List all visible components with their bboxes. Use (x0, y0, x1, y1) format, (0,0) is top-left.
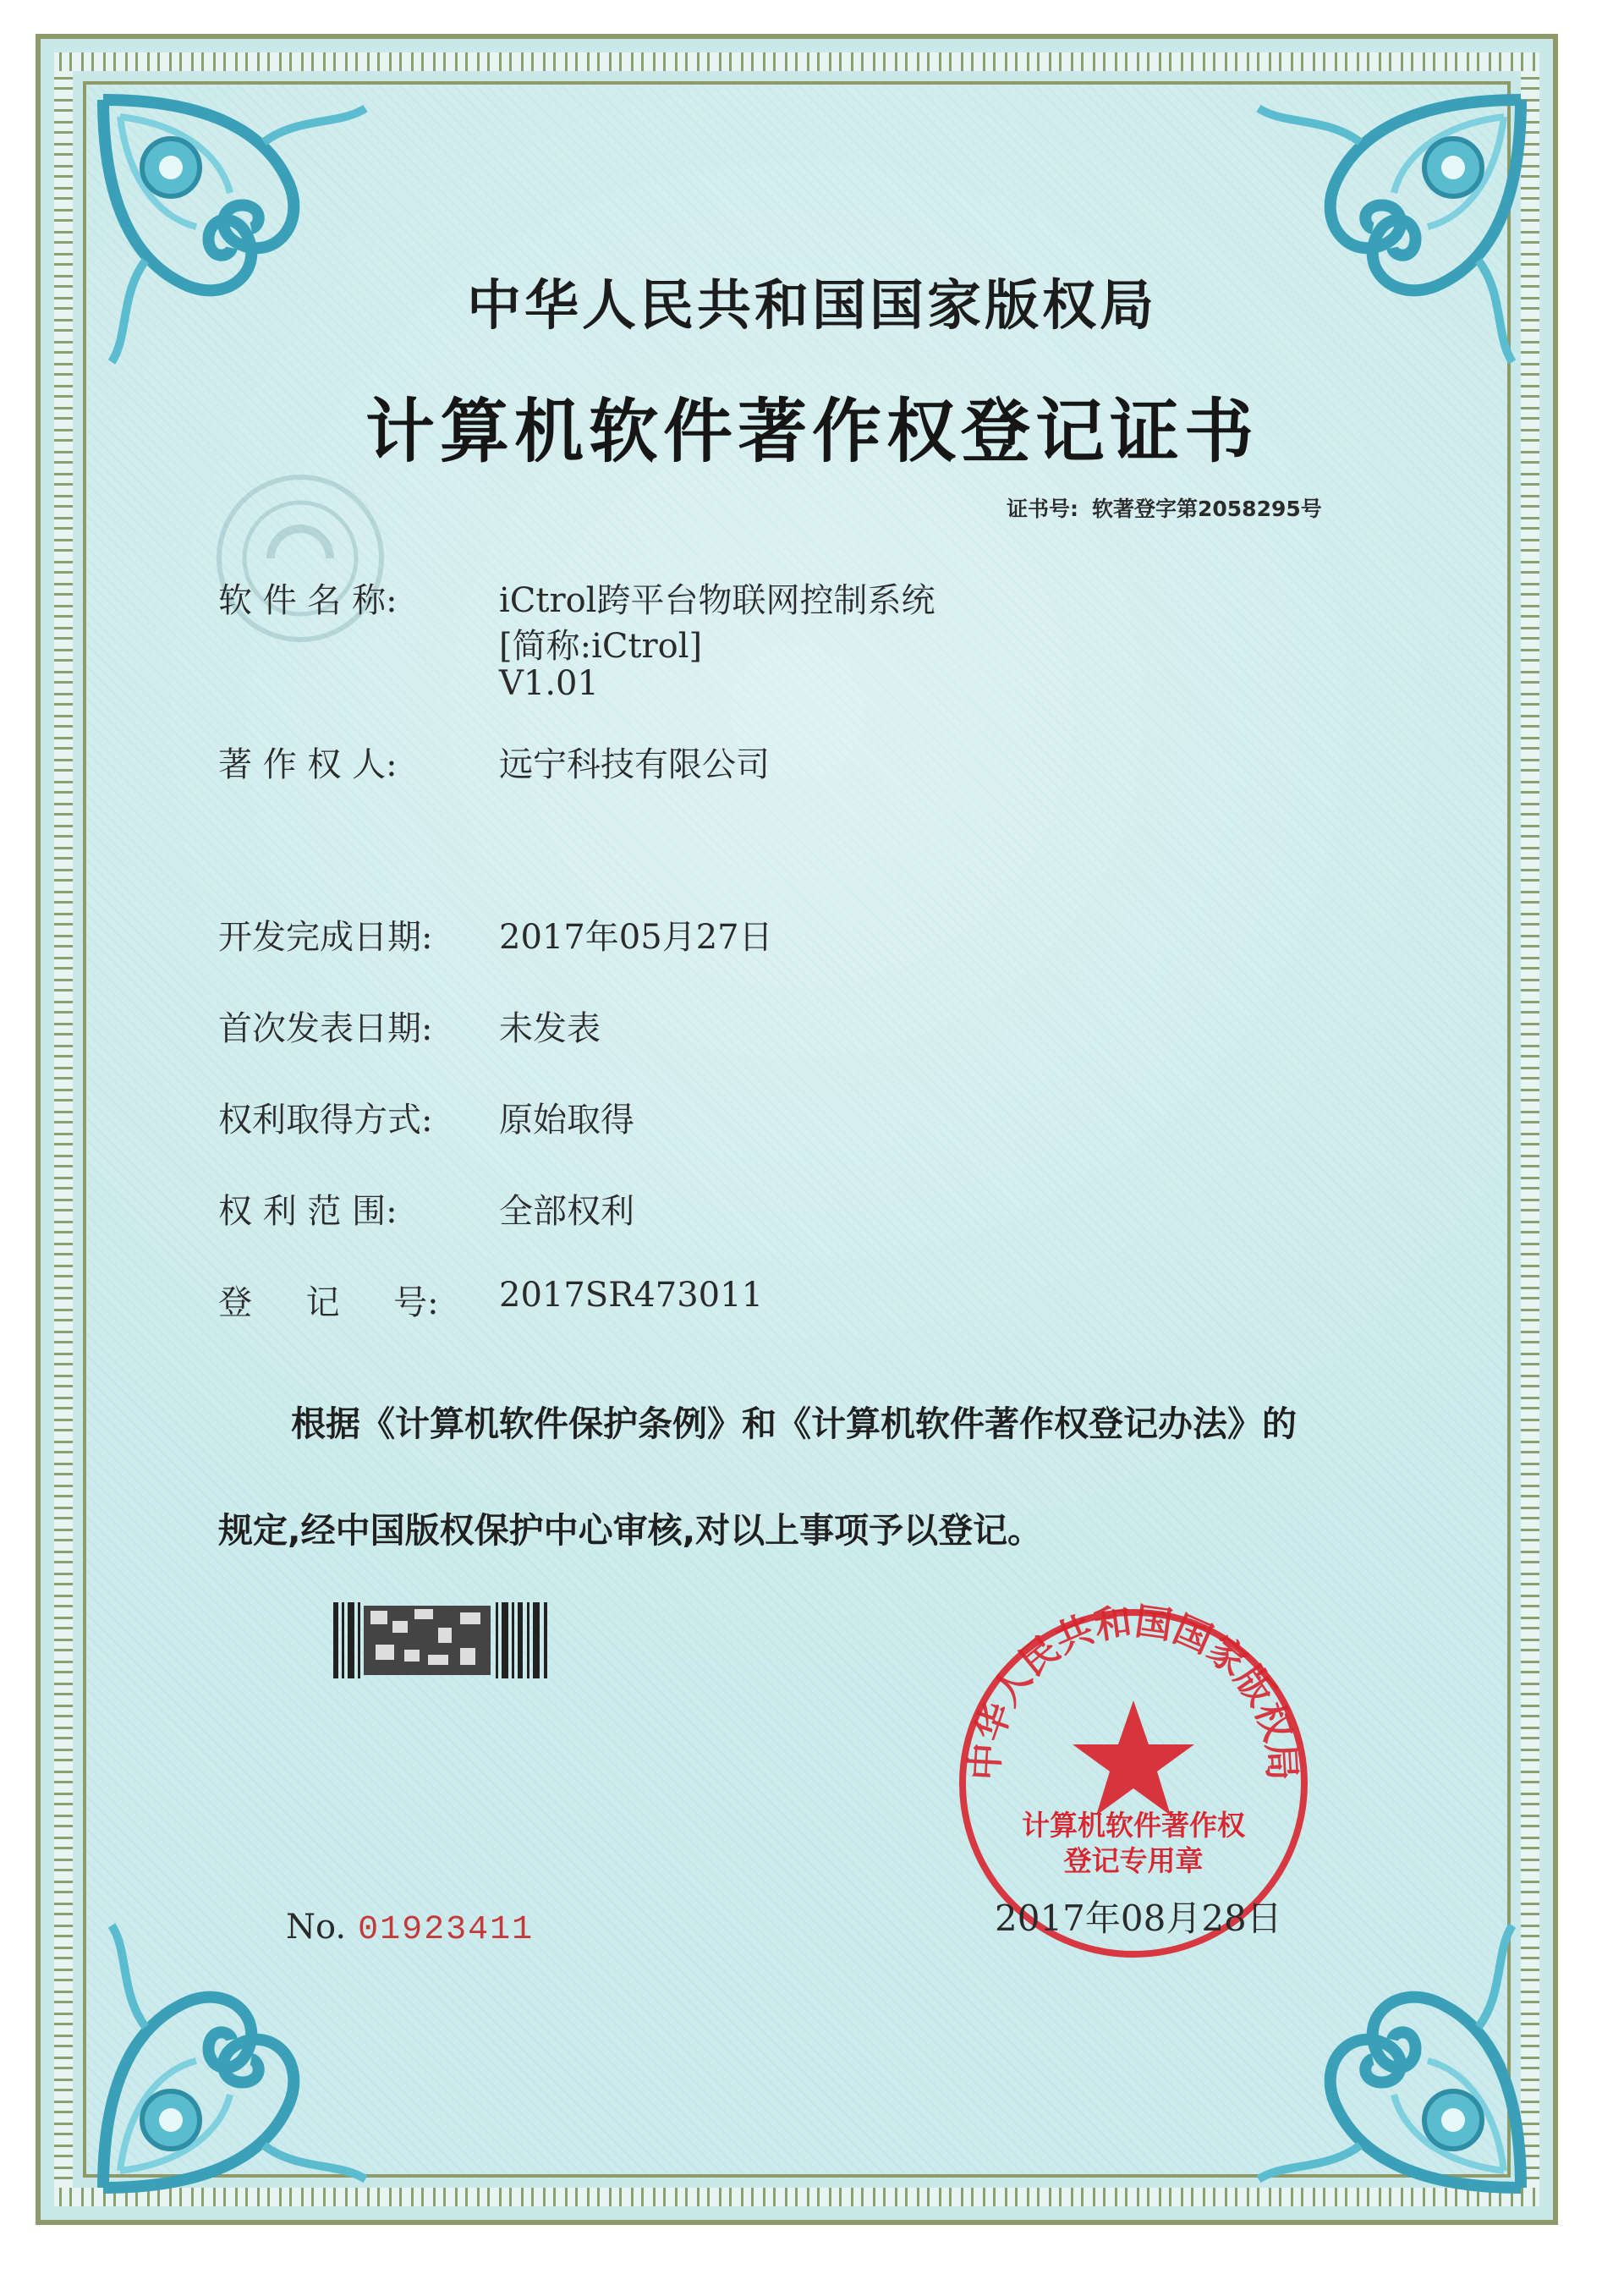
serial-label: No. (286, 1908, 347, 1947)
certificate-title: 计算机软件著作权登记证书 (365, 392, 1259, 472)
issue-date: 2017年08月28日 (995, 1898, 1282, 1939)
field-label: 软 件 名 称: (218, 581, 398, 620)
field-value: 2017SR473011 (499, 1276, 764, 1315)
certificate-number-label: 证书号: (1007, 497, 1078, 521)
issuer-title: 中华人民共和国国家版权局 (467, 275, 1157, 338)
field-label: 登 记 号: (218, 1283, 439, 1322)
seal-line-1: 计算机软件著作权 (1022, 1809, 1245, 1842)
certificate-number-value: 软著登字第2058295号 (1092, 497, 1322, 521)
certificate-number (1007, 492, 1336, 523)
field-value: 2017年05月27日 (499, 918, 773, 957)
field-label: 首次发表日期: (218, 1009, 433, 1048)
seal-arc-text: 中华人民共和国国家版权局 (963, 1600, 1303, 1782)
field-label: 权利取得方式: (218, 1101, 433, 1140)
field-short-name: [简称:iCtrol] (499, 627, 703, 666)
seal-line-2: 登记专用章 (1063, 1844, 1204, 1877)
field-label: 开发完成日期: (218, 918, 433, 957)
field-value: 原始取得 (499, 1101, 634, 1140)
corner-ornament-bottom-left (95, 1917, 374, 2196)
serial-number (286, 1908, 534, 1949)
field-value: 未发表 (499, 1009, 601, 1048)
field-value: 远宁科技有限公司 (499, 745, 770, 784)
field-version: V1.01 (499, 664, 599, 703)
statement-line-1: 根据《计算机软件保护条例》和《计算机软件著作权登记办法》的 (291, 1403, 1297, 1444)
field-value: iCtrol跨平台物联网控制系统 (499, 581, 935, 620)
field-label: 著 作 权 人: (218, 745, 398, 784)
barcode (333, 1602, 555, 1678)
serial-value: 01923411 (358, 1911, 535, 1949)
field-value: 全部权利 (499, 1192, 634, 1231)
statement-line-2: 规定,经中国版权保护中心审核,对以上事项予以登记。 (218, 1510, 1043, 1551)
field-label: 权 利 范 围: (218, 1192, 398, 1231)
